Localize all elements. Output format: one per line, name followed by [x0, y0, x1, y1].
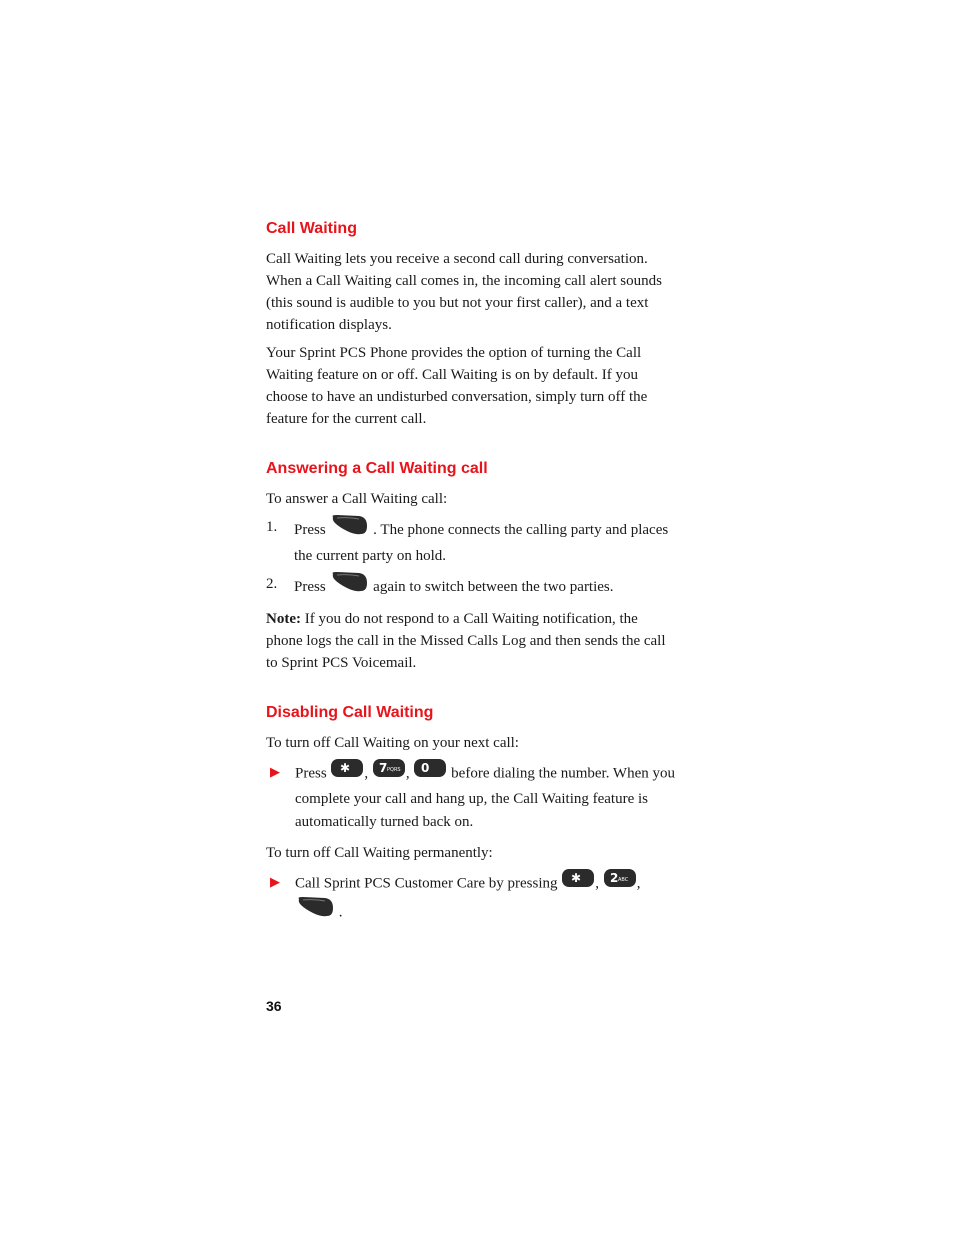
step-text: Press [294, 578, 326, 595]
heading-answering: Answering a Call Waiting call [266, 460, 488, 477]
section-answering [266, 456, 676, 674]
step-text: Press [294, 521, 326, 538]
paragraph-option: Your Sprint PCS Phone provides the option of turning the Call Waiting feature on or off. Call Waiting is on by default. If you choose to have an undisturbed conversation, simply turn off the feature for the current call. [266, 345, 648, 427]
bullet-sep: , [636, 875, 641, 892]
key-label: 7 [378, 761, 388, 775]
talk-key-icon [329, 514, 369, 543]
bullet-text: Press [295, 765, 327, 782]
star-key-icon [561, 868, 595, 896]
step-text: . The phone connects the calling party and places the current party on hold. [294, 521, 669, 564]
bullet-text: before dialing the number. When you complete your call and hang up, the Call Waiting feature is automatically turned back on. [295, 765, 675, 830]
bullet-next-call [266, 760, 676, 834]
talk-key-icon [329, 571, 369, 600]
bullet-arrow-icon: ▶ [270, 764, 280, 779]
key-label: ✱ [571, 871, 582, 885]
key-label: 2 [609, 871, 619, 885]
key-sublabel: PQRS [386, 767, 401, 773]
page-content [266, 216, 676, 936]
answering-intro: To answer a Call Waiting call: [266, 491, 448, 507]
seven-key-icon [372, 758, 406, 786]
step-number: 2. [266, 576, 278, 592]
paragraph-intro: Call Waiting lets you receive a second call during conversation. When a Call Waiting call comes in, the incoming call alert sounds (this sound is audible to you but not your first caller), and a text notification displays. [266, 251, 662, 333]
step-2 [266, 573, 676, 602]
talk-key-icon [295, 896, 335, 926]
two-key-icon [603, 868, 637, 896]
star-key-icon [330, 758, 364, 786]
zero-key-icon [413, 758, 447, 786]
note-label: Note: [266, 611, 301, 627]
bullet-permanent [266, 870, 676, 928]
bullet-arrow-icon: ▶ [270, 874, 280, 889]
page-number: 36 [266, 998, 282, 1014]
key-label: 0 [421, 761, 430, 775]
key-sublabel: ABC [617, 877, 629, 883]
bullet-sep: , [595, 875, 599, 892]
step-1 [266, 516, 676, 567]
heading-disabling: Disabling Call Waiting [266, 704, 434, 721]
section-disabling [266, 700, 676, 928]
step-text: again to switch between the two parties. [373, 578, 614, 595]
note-text: If you do not respond to a Call Waiting notification, the phone logs the call in the Missed Calls Log and then sends the call to Sprint PCS Voicemail. [266, 611, 666, 671]
step-number: 1. [266, 519, 278, 535]
note [266, 608, 676, 674]
disabling-intro-permanent: To turn off Call Waiting permanently: [266, 845, 493, 861]
bullet-sep: , [405, 765, 410, 782]
heading-call-waiting: Call Waiting [266, 220, 357, 237]
disabling-intro-next: To turn off Call Waiting on your next call: [266, 735, 519, 751]
bullet-end: . [338, 904, 343, 921]
bullet-text: Call Sprint PCS Customer Care by pressing [295, 875, 558, 892]
bullet-sep: , [364, 765, 369, 782]
key-label: ✱ [340, 761, 351, 775]
